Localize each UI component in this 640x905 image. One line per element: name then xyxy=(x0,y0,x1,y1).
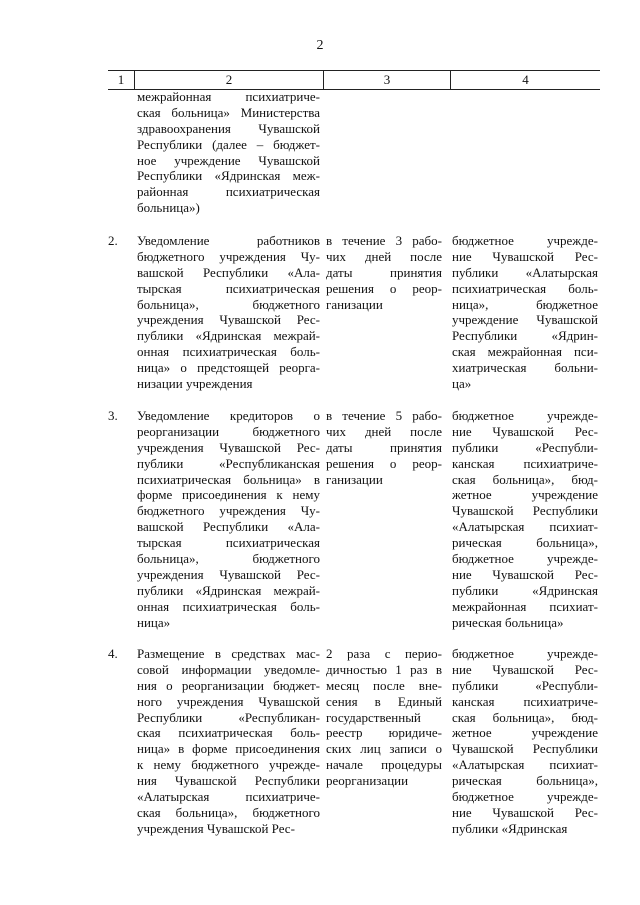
responsible-cell xyxy=(452,646,598,837)
text-line: рическая больница» xyxy=(452,614,564,630)
text-line: учреждение Чувашской xyxy=(452,312,598,328)
text-line: даты принятия xyxy=(326,264,442,280)
text-line: бюджетное учрежде- xyxy=(452,233,598,248)
text-line: ская больница», бюд- xyxy=(452,471,598,487)
page-number: 2 xyxy=(316,38,324,53)
text-line: ганизации xyxy=(326,296,383,312)
text-line: учреждения Чувашской Рес- xyxy=(137,312,320,328)
text-line: рическая больница», xyxy=(452,535,598,551)
deadline-cell xyxy=(326,646,442,789)
text-line: ния Чувашской Республики xyxy=(137,773,320,789)
text-line: публики «Республи- xyxy=(452,677,598,693)
text-line: психиатрическая больница» в xyxy=(137,471,320,487)
text-line: тырская психиатрическая xyxy=(137,280,320,296)
action-cell xyxy=(137,408,320,630)
text-line: в течение 3 рабо- xyxy=(326,233,442,248)
text-line: чих дней после xyxy=(326,248,442,264)
text-line: ние Чувашской Рес- xyxy=(452,423,598,439)
text-line: межрайонная психиатриче- xyxy=(137,89,320,104)
text-line: ская больница» Министерства xyxy=(137,104,320,120)
text-line: канская психиатриче- xyxy=(452,693,598,709)
text-line: Чувашской Республики xyxy=(452,503,598,519)
text-line: рическая больница», xyxy=(452,773,598,789)
text-line: бюджетное учрежде- xyxy=(452,646,598,661)
text-line: ца» xyxy=(452,376,472,392)
text-line: вашской Республики «Ала- xyxy=(137,519,320,535)
text-line: межрайонная психиат- xyxy=(452,598,598,614)
text-line: даты принятия xyxy=(326,439,442,455)
text-line: ное учреждение Чувашской xyxy=(137,152,320,168)
text-line: государственный xyxy=(326,709,421,725)
text-line: «Алатырская психиат- xyxy=(452,519,598,535)
text-line: ская больница», бюд- xyxy=(452,709,598,725)
table-header xyxy=(108,70,600,90)
text-line: больница», бюджетного xyxy=(137,296,320,312)
text-line: ская психиатрическая боль- xyxy=(137,725,320,741)
text-line: учреждения Чувашской Рес- xyxy=(137,820,295,836)
text-line: тырская психиатрическая xyxy=(137,535,320,551)
text-line: жетное учреждение xyxy=(452,725,598,741)
row-number: 2. xyxy=(108,233,118,248)
text-line: жетное учреждение xyxy=(452,487,598,503)
text-line: больница», бюджетного xyxy=(137,551,320,567)
deadline-cell xyxy=(326,233,442,312)
text-line: Республики «Ядрин- xyxy=(452,328,598,344)
text-line: дичностью 1 раз в xyxy=(326,661,442,677)
text-line: бюджетное учрежде- xyxy=(452,408,598,423)
text-line: Республики «Республикан- xyxy=(137,709,320,725)
text-line: здравоохранения Чувашской xyxy=(137,120,320,136)
text-line: ская больница», бюджетного xyxy=(137,804,320,820)
action-cell xyxy=(137,646,320,837)
text-line: хиатрическая больни- xyxy=(452,360,598,376)
text-line: ских лиц записи о xyxy=(326,741,442,757)
text-line: ская межрайонная пси- xyxy=(452,344,598,360)
text-line: ние Чувашской Рес- xyxy=(452,661,598,677)
text-line: реорганизации бюджетного xyxy=(137,423,320,439)
text-line: ние Чувашской Рес- xyxy=(452,804,598,820)
header-col-2: 2 xyxy=(225,72,233,87)
text-line: реорганизации xyxy=(326,773,409,789)
text-line: больница») xyxy=(137,200,200,216)
text-line: чих дней после xyxy=(326,423,442,439)
text-line: ганизации xyxy=(326,471,383,487)
row-number: 3. xyxy=(108,408,118,423)
text-line: онная психиатрическая боль- xyxy=(137,344,320,360)
text-line: учреждения Чувашской Рес- xyxy=(137,566,320,582)
text-line: районная психиатрическая xyxy=(137,184,320,200)
text-line: Республики (далее – бюджет- xyxy=(137,136,320,152)
text-line: форме присоединения к нему xyxy=(137,487,320,503)
text-line: Республики «Ядринская меж- xyxy=(137,168,320,184)
text-line: психиатрическая боль- xyxy=(452,280,598,296)
text-line: 2 раза с перио- xyxy=(326,646,442,661)
text-line: ница» xyxy=(137,614,171,630)
text-line: реестр юридиче- xyxy=(326,725,442,741)
text-line: ница», бюджетное xyxy=(452,296,598,312)
text-line: решения о реор- xyxy=(326,455,442,471)
text-line: ница» о предстоящей реорга- xyxy=(137,360,320,376)
header-col-1: 1 xyxy=(117,72,125,87)
text-line: публики «Алатырская xyxy=(452,264,598,280)
text-line: ница» в форме присоединения xyxy=(137,741,320,757)
action-cell xyxy=(137,233,320,392)
text-line: ного учреждения Чувашской xyxy=(137,693,320,709)
text-line: Уведомление кредиторов о xyxy=(137,408,320,423)
header-col-3: 3 xyxy=(383,72,391,87)
responsible-cell xyxy=(452,233,598,392)
text-line: публики «Ядринская межрай- xyxy=(137,582,320,598)
text-line: канская психиатриче- xyxy=(452,455,598,471)
text-line: начале процедуры xyxy=(326,757,442,773)
text-line: вашской Республики «Ала- xyxy=(137,264,320,280)
text-line: публики «Ядринская межрай- xyxy=(137,328,320,344)
text-line: к нему бюджетного учрежде- xyxy=(137,757,320,773)
responsible-cell xyxy=(452,408,598,630)
text-line: Чувашской Республики xyxy=(452,741,598,757)
text-line: Размещение в средствах мас- xyxy=(137,646,320,661)
text-line: ние Чувашской Рес- xyxy=(452,566,598,582)
text-line: «Алатырская психиат- xyxy=(452,757,598,773)
text-line: Уведомление работников xyxy=(137,233,320,248)
header-col-4: 4 xyxy=(522,72,529,87)
deadline-cell xyxy=(326,408,442,487)
text-line: месяц после вне- xyxy=(326,677,442,693)
text-line: ние Чувашской Рес- xyxy=(452,248,598,264)
text-line: бюджетного учреждения Чу- xyxy=(137,248,320,264)
text-line: совой информации уведомле- xyxy=(137,661,320,677)
text-line: в течение 5 рабо- xyxy=(326,408,442,423)
row-number: 4. xyxy=(108,646,118,661)
text-line: решения о реор- xyxy=(326,280,442,296)
text-line: публики «Ядринская xyxy=(452,582,598,598)
text-line: публики «Ядринская xyxy=(452,820,568,836)
text-line: бюджетного учреждения Чу- xyxy=(137,503,320,519)
text-line: «Алатырская психиатриче- xyxy=(137,789,320,805)
text-line: ния о реорганизации бюджет- xyxy=(137,677,320,693)
text-line: онная психиатрическая боль- xyxy=(137,598,320,614)
text-line: публики «Республи- xyxy=(452,439,598,455)
text-line: публики «Республиканская xyxy=(137,455,320,471)
text-line: учреждения Чувашской Рес- xyxy=(137,439,320,455)
text-line: низации учреждения xyxy=(137,376,253,392)
text-line: сения в Единый xyxy=(326,693,442,709)
action-cell xyxy=(137,89,320,216)
text-line: бюджетное учрежде- xyxy=(452,789,598,805)
text-line: бюджетное учрежде- xyxy=(452,551,598,567)
